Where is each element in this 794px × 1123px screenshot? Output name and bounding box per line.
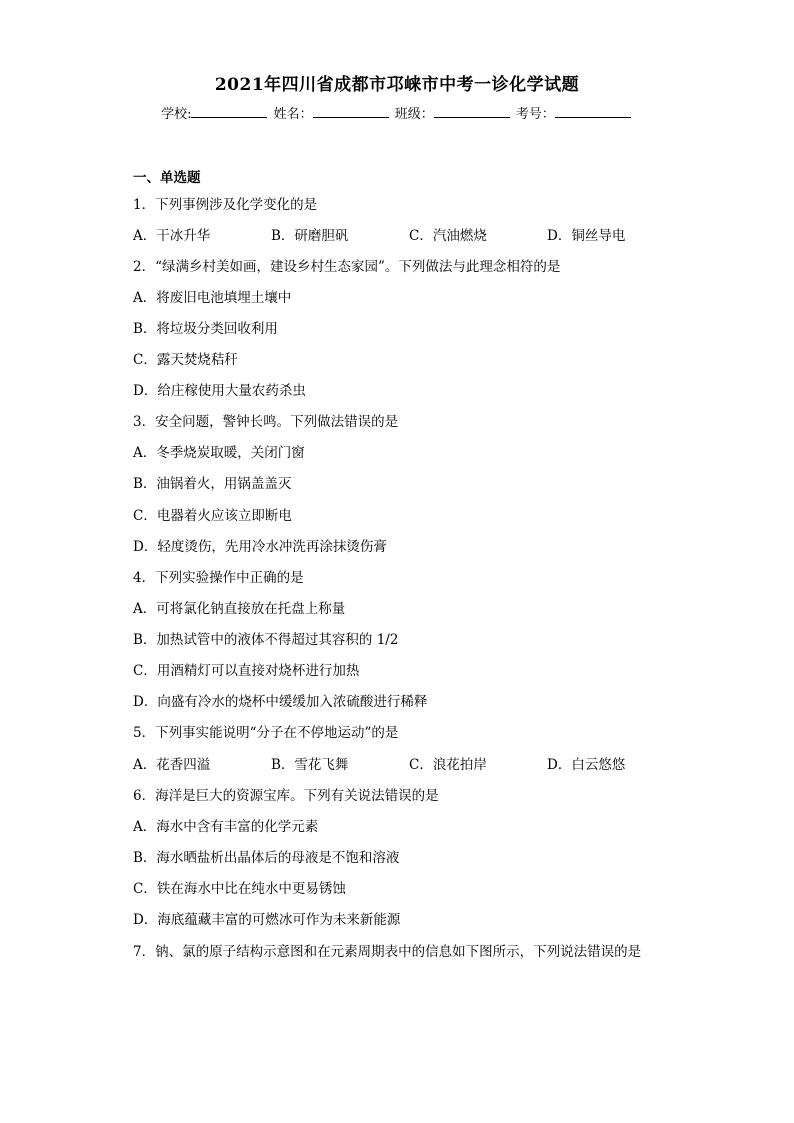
question-5-option-b[interactable]: B．雪花飞舞 — [271, 757, 349, 773]
question-3-option-b[interactable]: B．油锅着火，用锅盖盖灭 — [133, 476, 292, 492]
question-4-option-a[interactable]: A．可将氯化钠直接放在托盘上称量 — [133, 601, 346, 617]
question-1-option-a[interactable]: A．干冰升华 — [133, 228, 211, 244]
question-6-stem: 6．海洋是巨大的资源宝库。下列有关说法错误的是 — [133, 788, 439, 804]
question-2-option-c[interactable]: C．露天焚烧秸秆 — [133, 352, 238, 368]
question-2-stem: 2．“绿满乡村美如画，建设乡村生态家园”。下列做法与此理念相符的是 — [133, 259, 561, 275]
question-1-option-d[interactable]: D．铜丝导电 — [547, 228, 626, 244]
question-4-option-b[interactable]: B．加热试管中的液体不得超过其容积的 1/2 — [133, 632, 399, 648]
name-blank[interactable] — [313, 105, 389, 118]
exam-title: 2021年四川省成都市邛崃市中考一诊化学试题 — [214, 75, 580, 95]
school-label: 学校: — [161, 107, 192, 122]
question-4-option-d[interactable]: D．向盛有冷水的烧杯中缓缓加入浓硫酸进行稀释 — [133, 694, 428, 710]
class-blank[interactable] — [434, 105, 510, 118]
section-heading: 一、单选题 — [133, 170, 201, 186]
question-1-option-b[interactable]: B．研磨胆矾 — [271, 228, 349, 244]
question-5-option-c[interactable]: C．浪花拍岸 — [409, 757, 487, 773]
question-2-option-a[interactable]: A．将废旧电池填埋土壤中 — [133, 290, 292, 306]
number-blank[interactable] — [555, 105, 631, 118]
school-blank[interactable] — [191, 105, 267, 118]
question-6-option-b[interactable]: B．海水晒盐析出晶体后的母液是不饱和溶液 — [133, 850, 400, 866]
question-1-stem: 1．下列事例涉及化学变化的是 — [133, 197, 318, 213]
question-2-option-d[interactable]: D．给庄稼使用大量农药杀虫 — [133, 383, 306, 399]
question-1-option-c[interactable]: C．汽油燃烧 — [409, 228, 487, 244]
question-4-stem: 4．下列实验操作中正确的是 — [133, 570, 304, 586]
question-5-option-a[interactable]: A．花香四溢 — [133, 757, 211, 773]
question-3-stem: 3．安全问题，警钟长鸣。下列做法错误的是 — [133, 414, 399, 430]
name-label: 姓名： — [273, 107, 313, 122]
question-4-option-c[interactable]: C．用酒精灯可以直接对烧杯进行加热 — [133, 663, 360, 679]
question-6-option-c[interactable]: C．铁在海水中比在纯水中更易锈蚀 — [133, 881, 346, 897]
question-3-option-c[interactable]: C．电器着火应该立即断电 — [133, 508, 292, 524]
question-6-option-d[interactable]: D．海底蕴藏丰富的可燃冰可作为未来新能源 — [133, 912, 401, 928]
question-2-option-b[interactable]: B．将垃圾分类回收利用 — [133, 321, 278, 337]
student-info-line — [0, 103, 794, 122]
question-6-option-a[interactable]: A．海水中含有丰富的化学元素 — [133, 819, 319, 835]
question-5-option-d[interactable]: D．白云悠悠 — [547, 757, 626, 773]
class-label: 班级： — [394, 107, 434, 122]
question-3-option-d[interactable]: D．轻度烫伤，先用冷水冲洗再涂抹烫伤膏 — [133, 539, 387, 555]
question-3-option-a[interactable]: A．冬季烧炭取暖，关闭门窗 — [133, 445, 305, 461]
number-label: 考号： — [515, 107, 555, 122]
question-5-stem: 5．下列事实能说明“分子在不停地运动”的是 — [133, 725, 399, 741]
question-7-stem: 7．钠、氯的原子结构示意图和在元素周期表中的信息如下图所示，下列说法错误的是 — [133, 944, 642, 960]
